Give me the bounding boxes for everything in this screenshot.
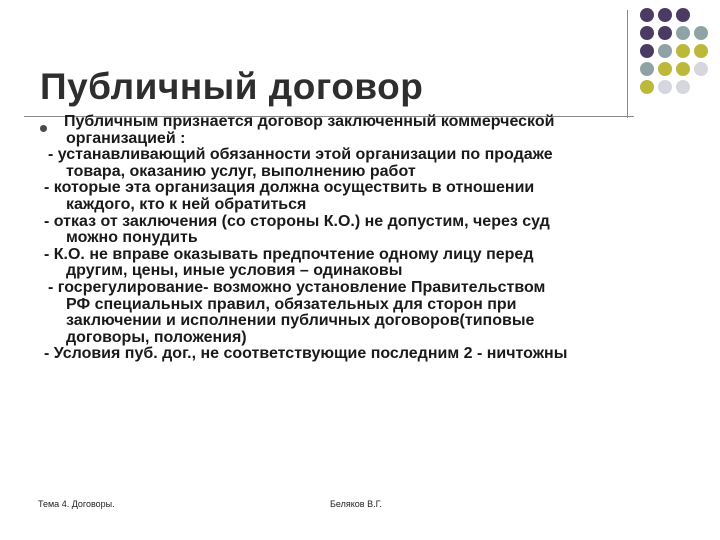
decorative-dot xyxy=(676,26,690,40)
decorative-dot xyxy=(694,62,708,76)
decorative-dot xyxy=(658,62,672,76)
footer-author: Беляков В.Г. xyxy=(330,499,382,509)
body-line: можно понудить xyxy=(66,229,198,247)
slide-body xyxy=(44,114,684,363)
decorative-dot xyxy=(640,8,654,22)
decorative-dot xyxy=(676,62,690,76)
decorative-dot xyxy=(658,26,672,40)
body-line: - устанавливающий обязанности этой организации по продаже xyxy=(48,146,553,164)
decorative-vertical-line xyxy=(627,10,628,118)
body-line: другим, цены, иные условия – одинаковы xyxy=(66,262,403,280)
body-line: Публичным признается договор заключенный коммерческой xyxy=(64,113,555,130)
body-line: РФ специальных правил, обязательных для сторон при xyxy=(66,295,517,313)
decorative-dot xyxy=(694,44,708,58)
decorative-dot xyxy=(658,8,672,22)
body-line: - Условия пуб. дог., не соответствующие последним 2 - ничтожны xyxy=(44,345,568,363)
slide-title: Публичный договор xyxy=(40,66,424,107)
body-line: - которые эта организация должна осуществить в отношении xyxy=(44,179,535,197)
decorative-dot-grid xyxy=(640,8,720,118)
decorative-dot xyxy=(658,44,672,58)
decorative-dot xyxy=(640,44,654,58)
decorative-dot xyxy=(640,62,654,76)
body-line: каждого, кто к ней обратиться xyxy=(66,195,307,213)
body-line: договоры, положения) xyxy=(66,328,247,346)
body-line: - госрегулирование- возможно установление Правительством xyxy=(48,278,546,296)
decorative-dot xyxy=(676,80,690,94)
decorative-dot xyxy=(694,26,708,40)
body-line: организацией : xyxy=(66,129,186,147)
body-line: - отказ от заключения (со стороны К.О.) не допустим, через суд xyxy=(44,212,550,230)
body-line: заключении и исполнении публичных договоров(типовые xyxy=(66,312,535,330)
body-line: - К.О. не вправе оказывать предпочтение одному лицу перед xyxy=(44,245,534,263)
decorative-dot xyxy=(676,44,690,58)
body-line: товара, оказанию услуг, выполнению работ xyxy=(66,162,416,180)
footer-topic: Тема 4. Договоры. xyxy=(38,499,115,509)
decorative-dot xyxy=(640,26,654,40)
decorative-dot xyxy=(676,8,690,22)
decorative-dot xyxy=(640,80,654,94)
decorative-dot xyxy=(658,80,672,94)
